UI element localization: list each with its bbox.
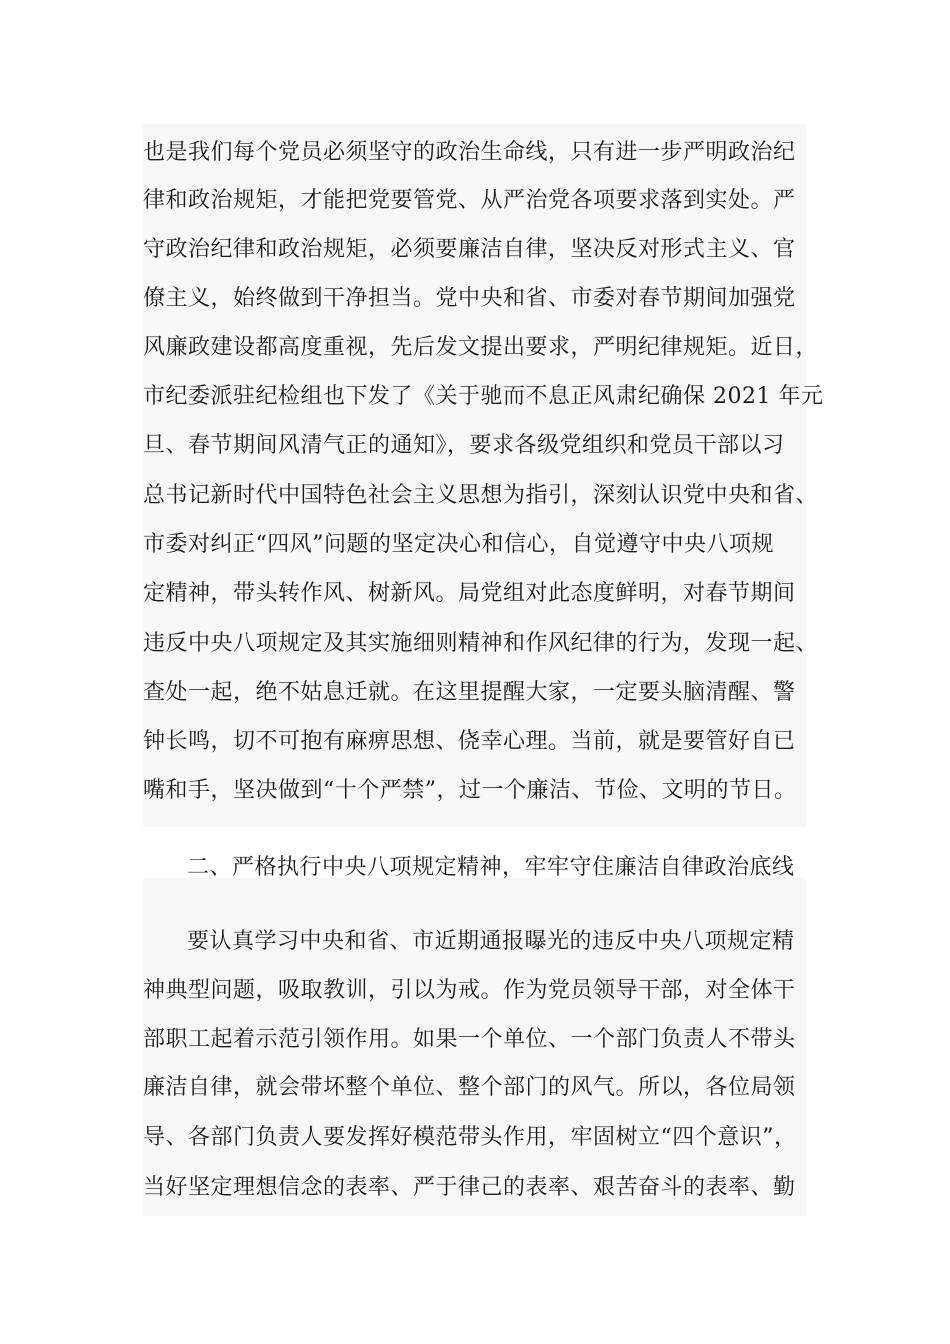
paragraph-line: 要认真学习中央和省、市近期通报曝光的违反中央八项规定精 <box>187 929 795 954</box>
paragraph-line: 风廉政建设都高度重视，先后发文提出要求，严明纪律规矩。近日， <box>143 335 819 360</box>
paragraph-line: 嘴和手，坚决做到“十个严禁”，过一个廉洁、节俭、文明的节日。 <box>143 778 797 803</box>
paragraph-line: 定精神，带头转作风、树新风。局党组对此态度鲜明，对春节期间 <box>143 581 796 606</box>
paragraph-line: 市委对纠正“四风”问题的坚定决心和信心，自觉遵守中央八项规 <box>143 532 774 557</box>
paragraph-line: 守政治纪律和政治规矩，必须要廉洁自律，坚决反对形式主义、官 <box>143 237 796 262</box>
paragraph-line: 部职工起着示范引领作用。如果一个单位、一个部门负责人不带头 <box>143 1027 796 1052</box>
paragraph-line: 当好坚定理想信念的表率、严于律己的表率、艰苦奋斗的表率、勤 <box>143 1175 796 1200</box>
paragraph-line: 旦、春节期间风清气正的通知》，要求各级党组织和党员干部以习 <box>143 433 785 458</box>
paragraph-line: 神典型问题，吸取教训，引以为戒。作为党员领导干部，对全体干 <box>143 978 796 1003</box>
paragraph-line: 钟长鸣，切不可抱有麻痹思想、侥幸心理。当前，就是要管好自已 <box>143 729 796 754</box>
paragraph-line: 查处一起，绝不姑息迁就。在这里提醒大家，一定要头脑清醒、警 <box>143 680 796 705</box>
paragraph-line: 僚主义，始终做到干净担当。党中央和省、市委对春节期间加强党 <box>143 286 796 311</box>
paragraph-line: 违反中央八项规定及其实施细则精神和作风纪律的行为，发现一起、 <box>143 631 819 656</box>
paragraph-line: 市纪委派驻纪检组也下发了《关于驰而不息正风肃纪确保 2021 年元 <box>143 384 824 409</box>
paragraph-line: 也是我们每个党员必须坚守的政治生命线，只有进一步严明政治纪 <box>143 140 796 165</box>
paragraph-line: 律和政治规矩，才能把党要管党、从严治党各项要求落到实处。严 <box>143 188 796 213</box>
section-heading: 二、严格执行中央八项规定精神，牢牢守住廉洁自律政治底线 <box>187 855 795 880</box>
paragraph-line: 导、各部门负责人要发挥好模范带头作用，牢固树立“四个意识”， <box>143 1125 797 1150</box>
paragraph-line: 廉洁自律，就会带坏整个单位、整个部门的风气。所以，各位局领 <box>143 1075 796 1100</box>
paragraph-line: 总书记新时代中国特色社会主义思想为指引，深刻认识党中央和省、 <box>143 483 819 508</box>
